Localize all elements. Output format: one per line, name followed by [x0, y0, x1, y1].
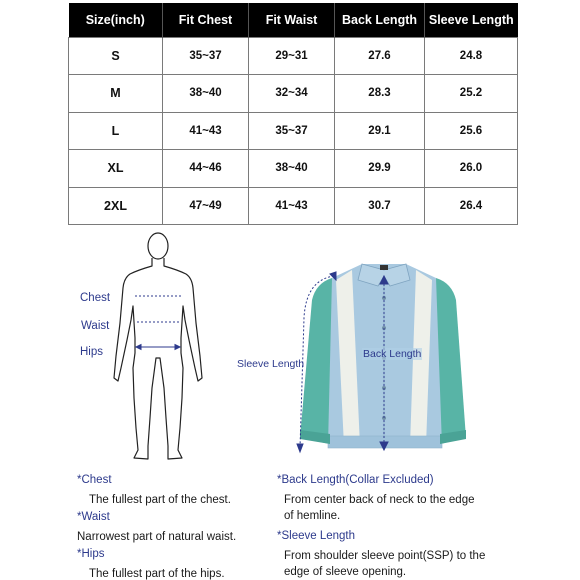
waist-cell: 29~31	[249, 37, 335, 75]
figure-head	[148, 233, 168, 259]
header-back-length: Back Length	[335, 3, 425, 37]
back-cell: 30.7	[335, 187, 425, 225]
sleeve-cell: 26.4	[425, 187, 518, 225]
sleeve-cell: 25.6	[425, 112, 518, 150]
back-cell: 27.6	[335, 37, 425, 75]
chest-label: Chest	[80, 292, 111, 304]
size-cell: S	[69, 37, 163, 75]
sleeve-length-definition-title: *Sleeve Length	[277, 530, 356, 542]
chest-cell: 38~40	[163, 75, 249, 113]
chest-cell: 47~49	[163, 187, 249, 225]
waist-cell: 41~43	[249, 187, 335, 225]
table-row	[69, 37, 518, 75]
back-cell: 29.1	[335, 112, 425, 150]
sleeve-cell: 24.8	[425, 37, 518, 75]
back-length-line-2: of hemline.	[284, 510, 341, 522]
sleeve-length-line-2: edge of sleeve opening.	[284, 566, 407, 578]
back-cell: 29.9	[335, 150, 425, 188]
waist-cell: 38~40	[249, 150, 335, 188]
header-fit-chest: Fit Chest	[163, 3, 249, 37]
table-row	[69, 187, 518, 225]
waist-label: Waist	[81, 320, 110, 332]
table-row	[69, 75, 518, 113]
back-length-definition-text	[284, 492, 475, 524]
table-row	[69, 150, 518, 188]
body-outline-figure	[108, 228, 208, 463]
hips-definition-title: *Hips	[77, 548, 105, 560]
sleeve-cell: 25.2	[425, 75, 518, 113]
table-row	[69, 112, 518, 150]
chest-cell: 35~37	[163, 37, 249, 75]
back-length-label: Back Length	[363, 348, 422, 360]
sleeve-cell: 26.0	[425, 150, 518, 188]
header-fit-waist: Fit Waist	[249, 3, 335, 37]
sleeve-length-definition-text	[284, 548, 485, 580]
chest-cell: 44~46	[163, 150, 249, 188]
hips-definition-text: The fullest part of the hips.	[89, 568, 225, 580]
size-chart-table	[68, 3, 518, 225]
waist-cell: 35~37	[249, 112, 335, 150]
waist-definition-text: Narrowest part of natural waist.	[77, 531, 237, 543]
back-length-definition-title: *Back Length(Collar Excluded)	[277, 474, 434, 486]
header-size: Size(inch)	[69, 3, 163, 37]
size-cell: L	[69, 112, 163, 150]
size-cell: 2XL	[69, 187, 163, 225]
waist-definition-title: *Waist	[77, 511, 110, 523]
back-length-line-1: From center back of neck to the edge	[284, 494, 475, 506]
size-cell: XL	[69, 150, 163, 188]
chest-cell: 41~43	[163, 112, 249, 150]
waist-cell: 32~34	[249, 75, 335, 113]
chest-definition-title: *Chest	[77, 474, 112, 486]
figure-body	[114, 258, 202, 459]
sleeve-length-label: Sleeve Length	[237, 358, 305, 370]
hips-label: Hips	[80, 346, 104, 358]
table-header-row	[69, 3, 518, 37]
sleeve-length-line-1: From shoulder sleeve point(SSP) to the	[284, 550, 486, 562]
chest-definition-text: The fullest part of the chest.	[89, 494, 231, 506]
back-cell: 28.3	[335, 75, 425, 113]
size-cell: M	[69, 75, 163, 113]
header-sleeve-length: Sleeve Length	[425, 3, 518, 37]
